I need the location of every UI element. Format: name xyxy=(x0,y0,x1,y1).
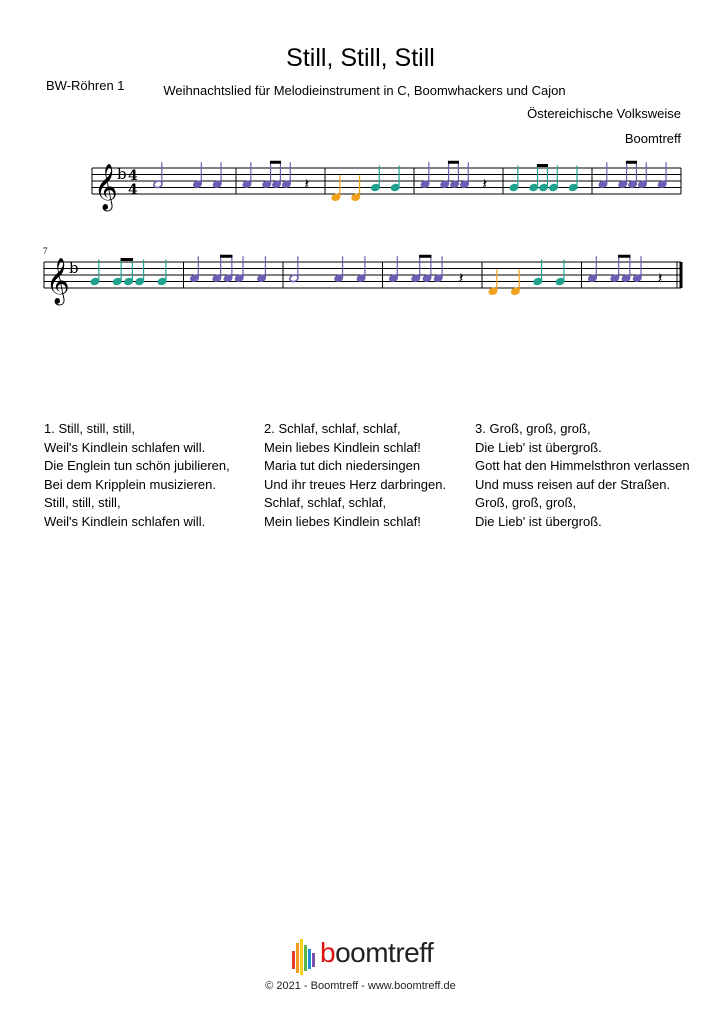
lyric-line: Still, still, still, xyxy=(44,495,121,511)
lyric-line: Mein liebes Kindlein schlaf! xyxy=(264,513,421,529)
logo-letter-b: b xyxy=(320,937,336,968)
lyric-line: 1. Still, still, still, xyxy=(44,421,136,436)
lyrics-verse-2 xyxy=(264,420,446,532)
lyric-line: Weil's Kindlein schlafen will. xyxy=(44,513,206,529)
time-signature-bottom: 4 xyxy=(128,182,138,198)
quarter-rest: 𝄽 xyxy=(657,268,663,288)
song-title: Still, Still, Still xyxy=(286,44,435,72)
lyric-line: Maria tut dich niedersingen xyxy=(264,458,421,474)
quarter-rest: 𝄽 xyxy=(304,174,310,194)
final-barline-thick xyxy=(680,262,683,288)
quarter-rest: 𝄽 xyxy=(482,174,488,194)
logo-wordmark xyxy=(320,937,433,969)
lyric-line: Die Lieb' ist übergroß. xyxy=(475,513,602,529)
lyric-line: Gott hat den Himmelsthron verlassen xyxy=(475,458,690,474)
lyric-line: Bei dem Kripplein musizieren. xyxy=(44,476,216,492)
lyrics-verse-1 xyxy=(44,420,230,532)
subtitle: Weihnachtslied für Melodieinstrument in C, Boomwhackers und Cajon xyxy=(163,83,566,98)
lyric-line: Schlaf, schlaf, schlaf, xyxy=(264,495,387,511)
logo-letters-rest: oomtreff xyxy=(335,937,434,968)
lyric-line: Und ihr treues Herz darbringen. xyxy=(264,476,447,492)
measure-number: 7 xyxy=(43,246,48,256)
arranger-label: Boomtreff xyxy=(624,131,681,146)
key-signature-flat: b xyxy=(69,259,79,277)
lyric-line: 3. Groß, groß, groß, xyxy=(475,421,591,436)
staff-system-1 xyxy=(0,150,721,220)
composer-label: Östereichische Volksweise xyxy=(527,106,681,121)
staff-system-2 xyxy=(0,244,721,314)
lyric-line: Weil's Kindlein schlafen will. xyxy=(44,439,206,455)
boomtreff-logo xyxy=(290,939,440,975)
lyric-line: Mein liebes Kindlein schlaf! xyxy=(264,439,421,455)
treble-clef-icon: 𝄞 xyxy=(94,164,118,210)
lyric-line: 2. Schlaf, schlaf, schlaf, xyxy=(264,421,401,436)
key-signature-flat: b xyxy=(117,165,127,183)
part-label: BW-Röhren 1 xyxy=(46,78,125,93)
lyric-line: Und muss reisen auf der Straßen. xyxy=(475,476,671,492)
sound-bars-icon xyxy=(290,939,318,975)
quarter-rest: 𝄽 xyxy=(458,268,464,288)
time-signature-top: 4 xyxy=(128,168,138,184)
copyright-footer: © 2021 - Boomtreff - www.boomtreff.de xyxy=(265,980,456,992)
lyrics-verse-3 xyxy=(475,420,690,532)
lyric-line: Die Englein tun schön jubilieren, xyxy=(44,458,230,474)
lyric-line: Die Lieb' ist übergroß. xyxy=(475,439,602,455)
treble-clef-icon: 𝄞 xyxy=(46,258,70,304)
lyric-line: Groß, groß, groß, xyxy=(475,495,577,511)
